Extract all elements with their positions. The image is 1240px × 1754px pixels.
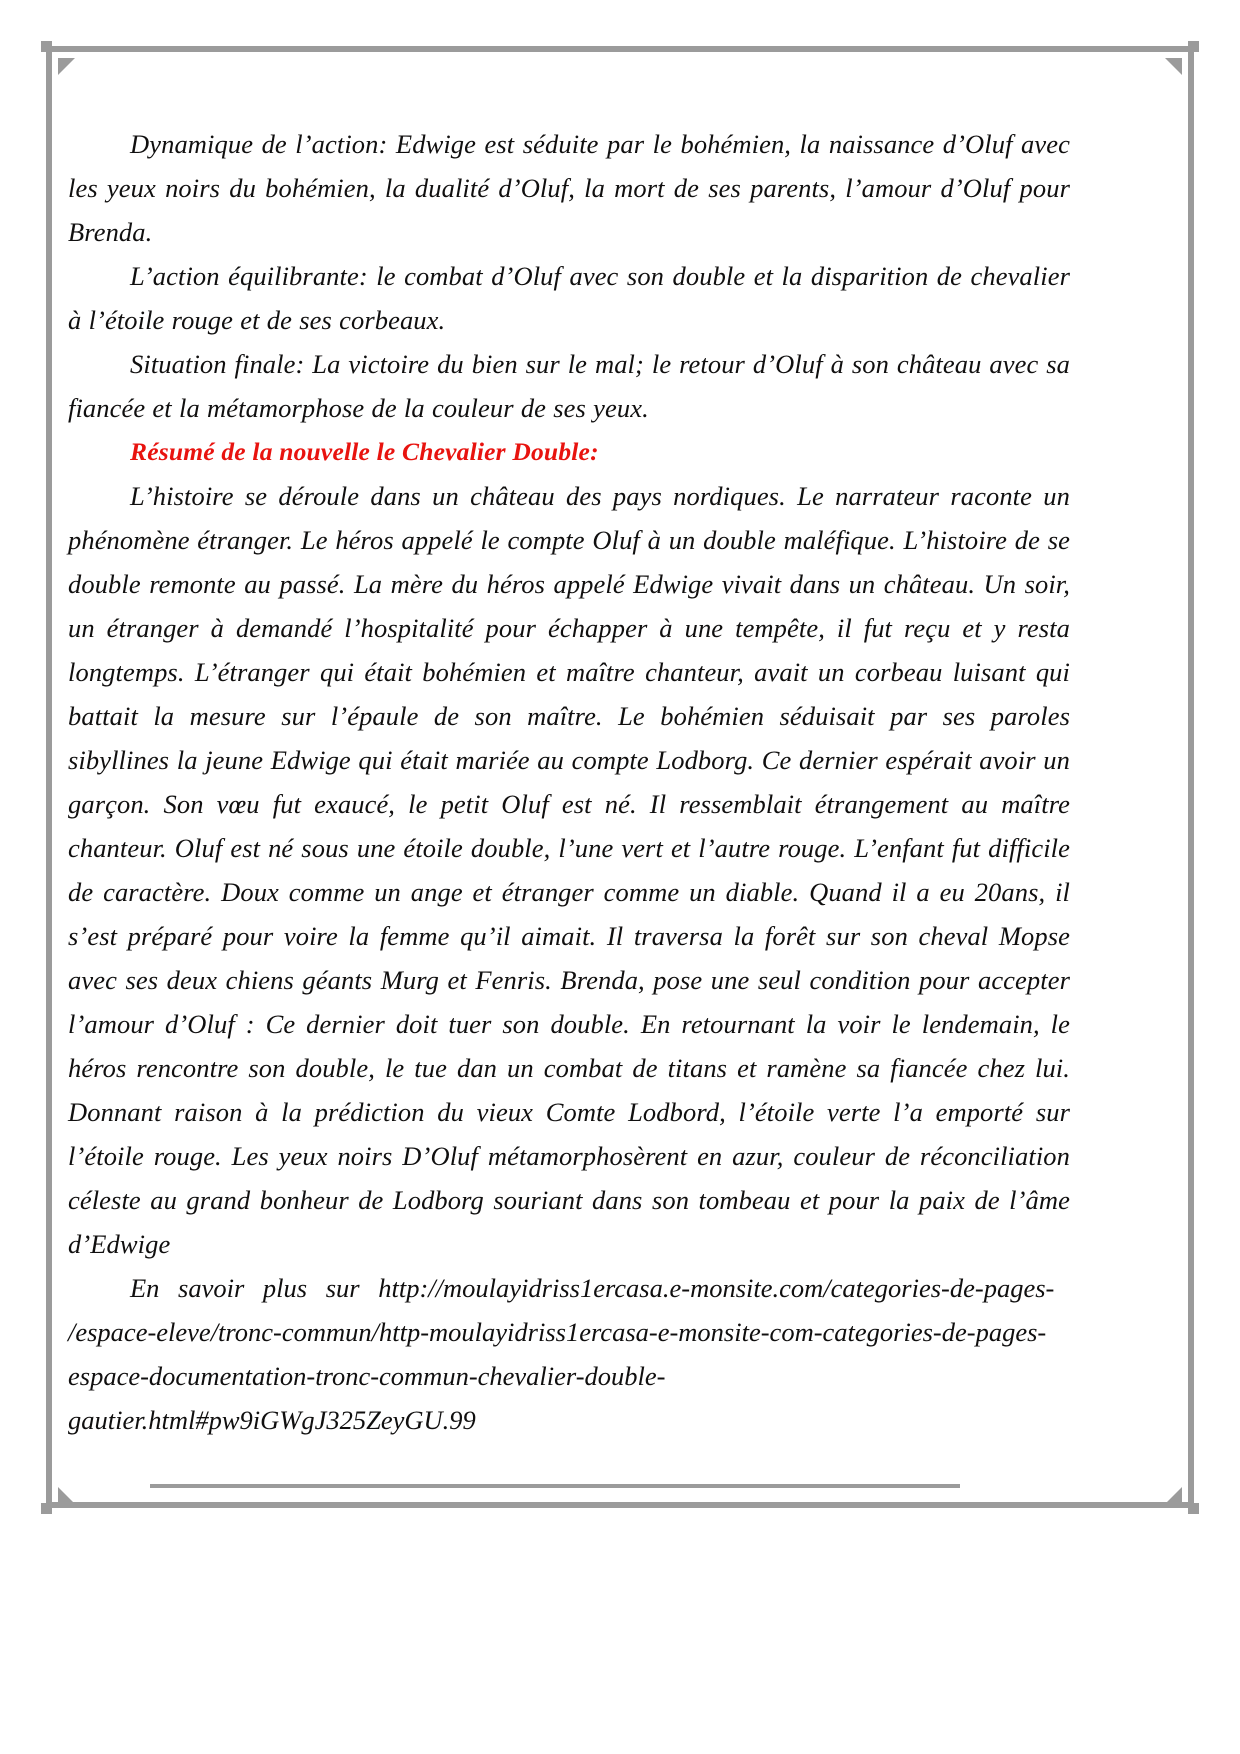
corner-mark-top-left-square [41,41,52,52]
source-line-2: /espace-eleve/tronc-commun/http-moulayidriss1ercasa-e-monsite-com-categories-de-pages- [68,1317,1047,1347]
footer-divider-rule [150,1484,960,1488]
source-line-4: gautier.html#pw9iGWgJ325ZeyGU.99 [68,1405,476,1435]
corner-mark-bottom-right-square [1188,1503,1199,1514]
paragraph-resume-chevalier-double: L’histoire se déroule dans un château des pays nordiques. Le narrateur raconte un phénomène étranger. Le héros appelé le compte Oluf à un double maléfique. L’histoire de se double remonte au passé. La mère du héros appelé Edwige vivait dans un château. Un soir, un étranger à demandé l’hospitalité pour échapper à une tempête, il fut reçu et y resta longtemps. L’étranger qui était bohémien et maître chanteur, avait un corbeau luisant qui battait la mesure sur l’épaule de son maître. Le bohémien séduisait par ses paroles sibyllines la jeune Edwige qui était mariée au compte Lodborg. Ce dernier espérait avoir un garçon. Son vœu fut exaucé, le petit Oluf est né. Il ressemblait étrangement au maître chanteur. Oluf est né sous une étoile double, l’une vert et l’autre rouge. L’enfant fut difficile de caractère. Doux comme un ange et étranger comme un diable. Quand il a eu 20ans, il s’est préparé pour voire la femme qu’il aimait. Il traversa la forêt sur son cheval Mopse avec ses deux chiens géants Murg et Fenris. Brenda, pose une seul condition pour accepter l’amour d’Oluf : Ce dernier doit tuer son double. En retournant la voir le lendemain, le héros rencontre son double, le tue dan un combat de titans et ramène sa fiancée chez lui. Donnant raison à la prédiction du vieux Comte Lodbord, l’étoile verte l’a emporté sur l’étoile rouge. Les yeux noirs D’Oluf métamorphosèrent en azur, couleur de réconciliation céleste au grand bonheur de Lodborg souriant dans son tombeau et pour la paix de l’âme d’Edwige [68,481,1070,1259]
paragraph-action-equilibrante: L’action équilibrante: le combat d’Oluf avec son double et la disparition de chevalier à l’étoile rouge et de ses corbeaux. [68,261,1070,335]
corner-mark-top-right-square [1188,41,1199,52]
corner-mark-bottom-left-square [41,1503,52,1514]
source-line-3: espace-documentation-tronc-commun-chevalier-double- [68,1361,666,1391]
paragraph-situation-finale: Situation finale: La victoire du bien sur le mal; le retour d’Oluf à son château avec sa fiancée et la métamorphose de la couleur de ses yeux. [68,349,1070,423]
source-line-1: En savoir plus sur http://moulayidriss1ercasa.e-monsite.com/categories-de-pages- [130,1273,1055,1303]
section-heading-resume: Résumé de la nouvelle le Chevalier Double: [130,437,599,466]
corner-mark-top-left-triangle [58,58,75,75]
corner-mark-top-right-triangle [1165,58,1182,75]
paragraph-dynamique-action: Dynamique de l’action: Edwige est séduite par le bohémien, la naissance d’Oluf avec les yeux noirs du bohémien, la dualité d’Oluf, la mort de ses parents, l’amour d’Oluf pour Brenda. [68,129,1070,247]
corner-mark-bottom-left-triangle [58,1487,75,1504]
source-url-block [68,1266,1070,1442]
corner-mark-bottom-right-triangle [1165,1487,1182,1504]
document-content [68,122,1070,1442]
